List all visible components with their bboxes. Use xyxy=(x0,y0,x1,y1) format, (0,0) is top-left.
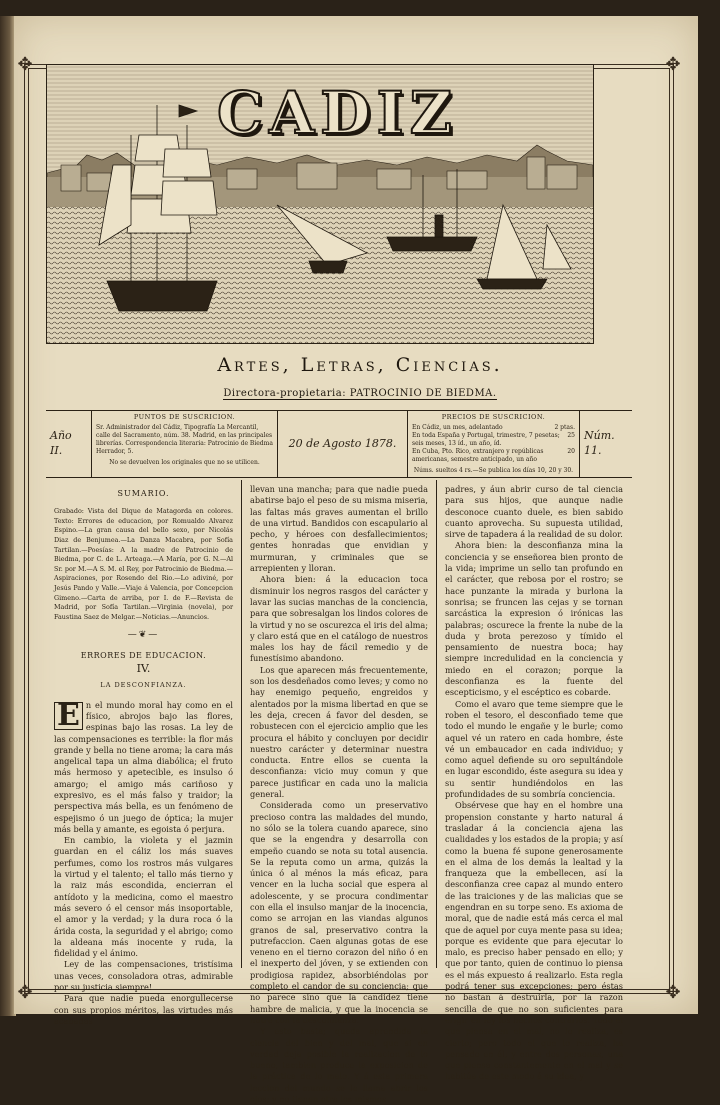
drop-cap: E xyxy=(54,702,83,730)
price-row: En toda España y Portugal, trimestre, 7 pesetas; seis meses, 13 íd., un año, íd. 25 xyxy=(412,431,575,447)
masthead-engraving xyxy=(46,64,594,344)
corner-ornament-icon: ✥ xyxy=(665,54,681,75)
section-subtitle: LA DESCONFIANZA. xyxy=(100,681,187,690)
subscription-prices: PRECIOS DE SUSCRICION. En Cádiz, un mes, adelantado 2 ptas. En toda España y Portugal, trimestre, 7 pesetas; seis meses, 13 íd., un año, íd. 25 En Cuba, Pto. Rico, extranjero y repúblicas americanas, semestre anticipado, un año 20 Núms. sueltos 4 rs.—Se publica los días 10, 20 y 30. xyxy=(408,411,580,477)
subscription-points: PUNTOS DE SUSCRICION. Sr. Administrador del Cádiz, Tipografía La Mercantil, calle del Sacramento, núm. 38. Madrid, en las principales librerías. Correspondencia literaria: Patrocinio de Biedma Herrador, 5. No se devuelven los originales que no se utilicen. xyxy=(92,411,278,477)
paragraph: Ley de las compensaciones, tristísima unas veces, consoladora otras, admirable por su justicia siempre! xyxy=(54,959,233,993)
paragraph: Y esto basta; queda aprendida la ciencia del bien y del mal, que si en verdad deja posible la realizacion de lo bueno, tambien produce la exposicion de la práctica de lo malo. Y á esta primera leccion del mundo se le llama abrir los ojos; y no tienen otra los mismos xyxy=(250,1026,428,1105)
price-row: En Cuba, Pto. Rico, extranjero y repúblicas americanas, semestre anticipado, un año 20 xyxy=(412,448,575,464)
masthead-title: CADIZ xyxy=(217,79,458,147)
divider-ornament: —❦— xyxy=(127,630,160,641)
corner-ornament-icon: ✥ xyxy=(665,982,681,1003)
subscription-bar xyxy=(46,410,632,478)
paragraph: Los que aparecen más frecuentemente, son los desdeñados como leves; y como no hay enemigo pequeño, engreidos y alentados por la misma libertad en que se les deja, crecen á favor del desden, se robustecen con el ejercicio amplio que les procura el hábito y concluyen por decidir nuestro carácter y determinar nuestra conducta. Entre ellos se cuenta la desconfianza: vicio muy comun y que parece justificar en cada uno la malicia general. xyxy=(250,664,428,800)
masthead-subtitle: Artes, Letras, Ciencias. xyxy=(217,354,503,376)
corner-ornament-icon: ✥ xyxy=(17,982,33,1003)
paragraph: Como el avaro que teme siempre que le roben el tesoro, el desconfiado teme que todo el mundo le engañe y le burle; como aquel vé un ratero en cada hombre, éste vé un embaucador en cada individuo; y como aquel defiende su oro sepultándole en lugar escondido, éste asegura su idea y su sentir hundiéndolos en las profundidades de su sombría conciencia. xyxy=(445,698,623,800)
year-cell: Año II. xyxy=(46,411,92,477)
issue-date: 20 de Agosto 1878. xyxy=(278,411,408,477)
corner-ornament-icon: ✥ xyxy=(17,54,33,75)
paragraph: En cambio, la violeta y el jazmin guardan en el cáliz los más suaves perfumes, como los rostros más vulgares la virtud y el talento; el tallo más tierno y la raiz más escondida, encierran el antídoto y la medicina, como el maestro más severo ó el censor más insoportable, el amor y la verdad; y la dura roca ó la árida costa, la seguridad y el abrigo; como la aldeana más inocente y ruda, la fidelidad y el ánimo. xyxy=(54,835,233,959)
paragraph: E n el mundo moral hay como en el físico, abrojos bajo las flores, espinas bajo las rosas. La ley de las compensaciones es terrible: la flor más grande y bella no tiene aroma; la cara más angelical tapa un alma diabólica; el fruto más hermoso y apetecible, es insulso ó amargo; el amigo más cariñoso y expresivo, es el más falso y traidor; la perspectiva más bella, es un fenómeno de espejismo ó un juego de óptica; la mujer más bella y amante, es egoista ó perjura. xyxy=(54,697,233,834)
column-2 xyxy=(241,480,436,1105)
paragraph: Obsérvese que hay en el hombre una propension constante y harto natural á trasladar á la conciencia ajena las cualidades y los estados de la propia; y así como la buena fé supone generosamente en el alma de los demás la lealtad y la franqueza que la embellecen, así la desconfianza cree capaz al mundo entero de las traiciones y de las malicias que se engendran en su torpe seno. Es axioma de moral, que de nadie está más cerca el mal que de aquel por cuya mente pasa su idea; porque es evidente que para ejecutar lo malo, es preciso haber pensado en ello; y que por tanto, quien de continuo lo piensa es el más expuesto á realizarlo. Esta regla podrá tener sus excepciones; pero éstas no bastan á destruirla, por la razon sencilla de que no son suficientes para erigir en ley los hechos contrarios. Todo el que piensa en el mal, no lo realiza, es cierto; pero todo el que lo realiza, ha pensado en él; y entre dos personas, una que piensa constantemente en el mal y se habitúa de este modo á su idea, y xyxy=(445,800,623,1082)
column-1 xyxy=(46,480,241,1026)
paragraph: Ahora bien: á la educacion toca disminuir los negros rasgos del carácter y lavar las sucias manchas de la conciencia, para que sobresalgan los lindos colores de la virtud y no se oscurezca el iris del alma; y claro está que en el catálogo de nuestros males los hay de fácil remedio y de funestísimo abandono. xyxy=(250,574,428,664)
section-number: IV. xyxy=(136,662,151,676)
article-columns xyxy=(46,480,632,1105)
price-row: En Cádiz, un mes, adelantado 2 ptas. xyxy=(412,423,575,431)
summary-text: Grabado: Vista del Dique de Matagorda en colores. Texto: Errores de educacion, por Romualdo Alvarez Espino.—La gran causa del bello sexo, por Nicolás Diaz de Benjumea.—La Danza Macabra, por Sofía Tartilan.—Poesías: A la madre de Patrocinio de Biedma, por C. de L. Arteaga.—A María, por G. N.—Al Sr. por M.—A S. M. el Rey, por Patrocinio de Biedma.—Aspiraciones, por Rosendo del Rio.—Lo adiviné, por Jesús Pando y Valle.—Viaje á Valencia, por Concepcion Gimeno.—Carta de arriba, por I. de F.—Revista de Madrid, por Sofía Tartilan.—Virginia (novela), por Faustina Saez de Melgar.—Noticias.—Anuncios. xyxy=(54,507,233,621)
summary-title: SUMARIO. xyxy=(117,489,170,498)
paragraph: Para que nadie pueda enorgullecerse con sus propios méritos, las virtudes más acabadas xyxy=(54,993,233,1026)
paragraph: llevan una mancha; para que nadie pueda abatirse bajo el peso de su misma miseria, las faltas más graves aumentan el brillo de una virtud. Bandidos con escapulario al pecho, y héroes con desfallecimientos; gentes honradas que envidian y murmuran, y criminales que se arrepienten y lloran. xyxy=(250,484,428,574)
paragraph: Ahora bien: la desconfianza mina la conciencia y se enseñorea bien pronto de la vida; imprime un sello tan profundo en el carácter, que rebosa por el rostro; se hace punzante la mirada y burlona la sonrisa; se fruncen las cejas y se tornan sarcástica la expresion ó irónicas las palabras; oscurece la frente la nube de la duda y brota perezoso y tímido el pensamiento de nuestra boca; hay siempre incredulidad en la conciencia y miedo en el corazon; porque la desconfianza es la fuente del escepticismo, y el escéptico es cobarde. xyxy=(445,540,623,698)
director-line: Directora-propietaria: PATROCINIO DE BIEDMA. xyxy=(223,388,497,399)
issue-number: Núm. 11. xyxy=(584,429,615,457)
column-3 xyxy=(436,480,631,1082)
paragraph: Considerada como un preservativo precioso contra las maldades del mundo, no sólo se la tolera cuando aparece, sino que se la engendra y desarrolla con empeño cuando se nota su total ausencia. Se la reputa como un arma, quizás la única ó al ménos la más eficaz, para vencer en la lucha social que espera al adolescente, y se procura condimentar con ella el insulso manjar de la inocencia, como se arrojan en las viandas algunos granos de sal, preservativo contra la putrefaccion. Caen algunas gotas de ese veneno en el tierno corazon del niño ó en el inexperto del jóven, y se extienden con prodigiosa rapidez, absorbiéndolas por completo el candor de su conciencia; que no parece sino que la candidez tiene hambre de malicia, y que la inocencia se nutre con la desconfianza. xyxy=(250,800,428,1025)
section-title: ERRORES DE EDUCACION. xyxy=(80,650,207,660)
paragraph: padres, y áun abrir curso de tal ciencia para sus hijos, que aunque nadie desconoce cuanto duele, es bien sabido cuanto aprovecha. Su supuesta utilidad, sirve de tapadera á la realidad de su dolor. xyxy=(445,484,623,540)
